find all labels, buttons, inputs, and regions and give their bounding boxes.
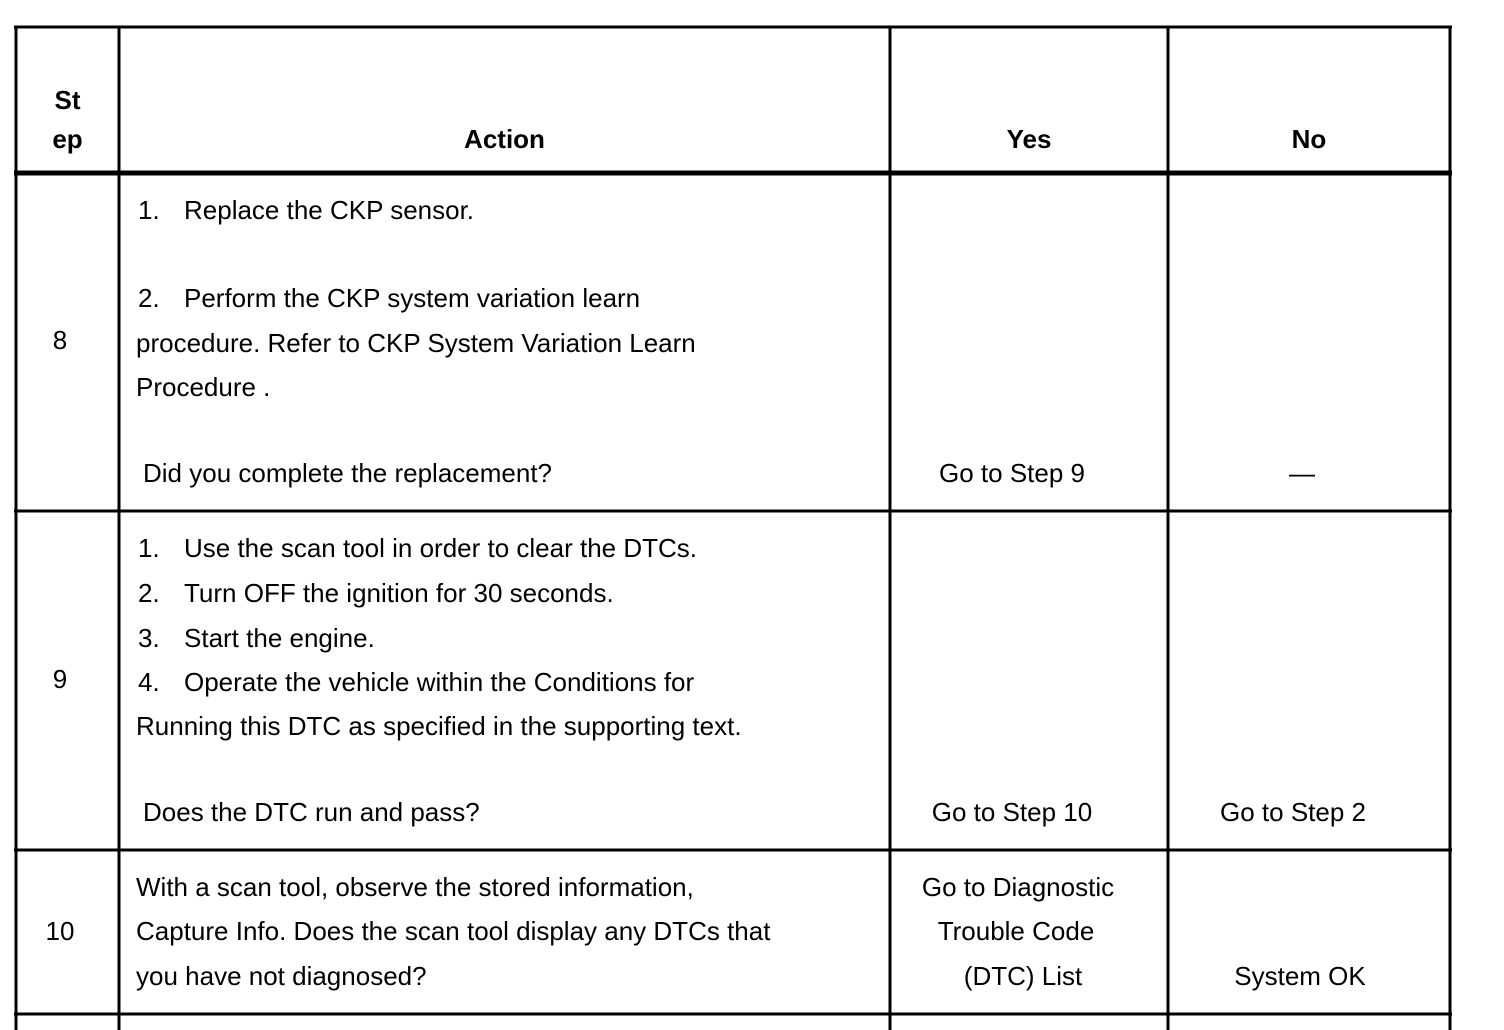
action-continuation: Procedure . xyxy=(136,372,271,402)
action-item-text: Start the engine. xyxy=(184,623,375,653)
action-item xyxy=(138,188,474,233)
action-continuation: procedure. Refer to CKP System Variation Learn xyxy=(136,328,696,358)
action-text: Capture Info. Does the scan tool display any DTCs that xyxy=(136,916,771,946)
action-item-number: 1. xyxy=(138,195,160,225)
step-number: 9 xyxy=(52,664,68,694)
header-no: No xyxy=(1291,124,1327,154)
action-item-number: 4. xyxy=(138,667,160,697)
header-step-line2: ep xyxy=(52,124,83,154)
step-number: 10 xyxy=(45,916,75,946)
action-item-text: Operate the vehicle within the Conditions for xyxy=(184,667,695,697)
header-yes: Yes xyxy=(1006,124,1052,154)
action-item-text: Turn OFF the ignition for 30 seconds. xyxy=(184,578,614,608)
action-item-number: 2. xyxy=(138,578,160,608)
action-item-text: Replace the CKP sensor. xyxy=(184,195,475,225)
step-number: 8 xyxy=(52,325,68,355)
no-result: Go to Step 2 xyxy=(1220,797,1366,827)
action-item xyxy=(138,571,614,616)
action-item-number: 2. xyxy=(138,283,160,313)
action-question: Did you complete the replacement? xyxy=(143,458,553,488)
yes-result: (DTC) List xyxy=(963,961,1083,991)
yes-result: Trouble Code xyxy=(937,916,1095,946)
action-question: Does the DTC run and pass? xyxy=(143,797,480,827)
yes-result: Go to Diagnostic xyxy=(921,872,1115,902)
action-item-text: Use the scan tool in order to clear the DTCs. xyxy=(184,533,698,563)
action-item-text: Perform the CKP system variation learn xyxy=(184,283,641,313)
yes-result: Go to Step 10 xyxy=(931,797,1093,827)
action-text: With a scan tool, observe the stored information, xyxy=(136,872,694,902)
no-result: — xyxy=(1289,458,1315,488)
action-continuation: Running this DTC as specified in the supporting text. xyxy=(136,711,742,741)
action-text: you have not diagnosed? xyxy=(136,961,427,991)
action-item xyxy=(138,660,694,705)
action-item-number: 1. xyxy=(138,533,160,563)
yes-result: Go to Step 9 xyxy=(939,458,1085,488)
no-result: System OK xyxy=(1234,961,1366,991)
header-action: Action xyxy=(464,124,545,154)
header-step-line1: St xyxy=(54,85,81,115)
action-item xyxy=(138,526,697,571)
action-item xyxy=(138,276,640,321)
action-item-number: 3. xyxy=(138,623,160,653)
action-item xyxy=(138,616,375,661)
